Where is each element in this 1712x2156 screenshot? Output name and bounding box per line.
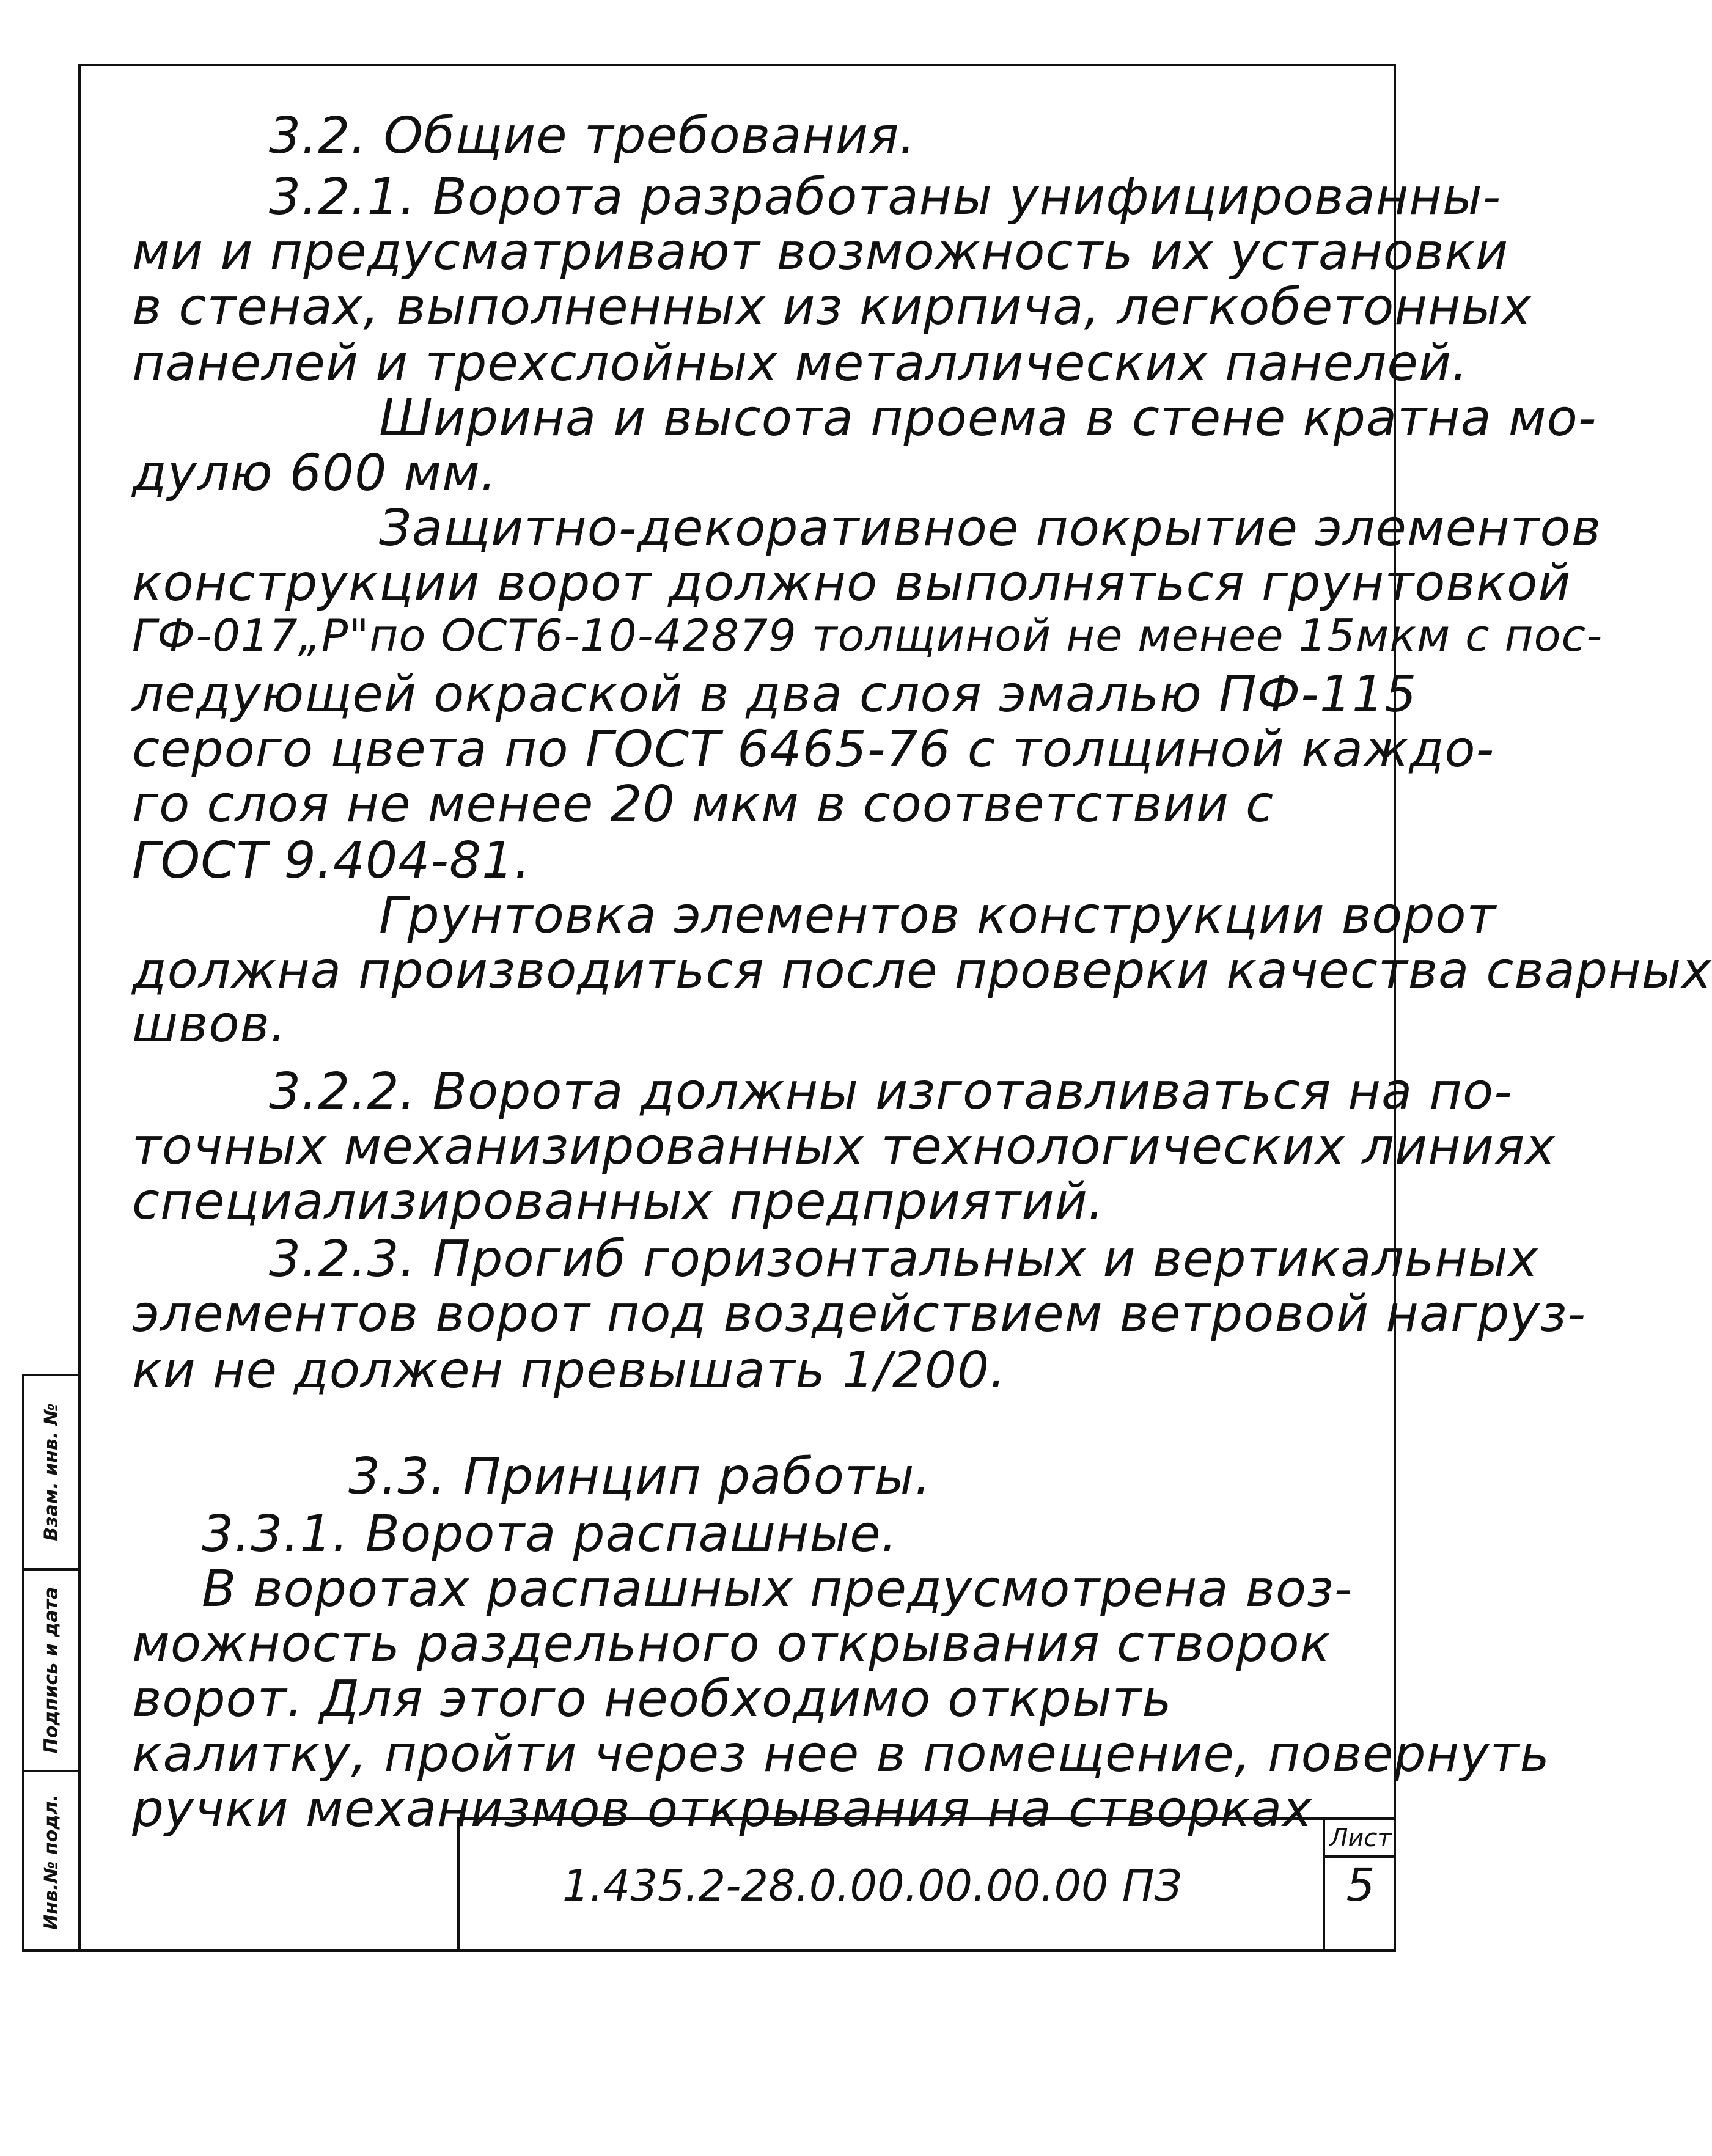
text-line: ручки механизмов открывания на створках bbox=[132, 1780, 1313, 1838]
text-line: должна производиться после проверки качества сварных bbox=[132, 942, 1712, 1000]
replacement-inventory-cell bbox=[24, 1376, 78, 1571]
left-margin-stamp bbox=[22, 1374, 78, 1952]
text-line: 3.3.1. Ворота распашные. bbox=[202, 1505, 898, 1563]
text-line: ворот. Для этого необходимо открыть bbox=[132, 1670, 1172, 1728]
signature-date-cell bbox=[24, 1571, 78, 1772]
title-block bbox=[457, 1817, 1396, 1952]
text-line: Ширина и высота проема в стене кратна мо- bbox=[379, 389, 1597, 447]
text-line: конструкции ворот должно выполняться грунтовкой bbox=[132, 554, 1571, 612]
text-line: элементов ворот под воздействием ветровой нагруз- bbox=[132, 1285, 1586, 1343]
text-line: ми и предусматривают возможность их установки bbox=[132, 223, 1509, 281]
sidebar-label: Подпись и дата bbox=[40, 1586, 62, 1754]
text-line: ГОСТ 9.404-81. bbox=[132, 832, 531, 890]
text-line: 3.2.3. Прогиб горизонтальных и вертикальных bbox=[269, 1230, 1538, 1288]
text-line: ледующей окраской в два слоя эмалью ПФ-115 bbox=[132, 666, 1417, 724]
text-line: Грунтовка элементов конструкции ворот bbox=[379, 887, 1497, 945]
text-line: можность раздельного открывания створок bbox=[132, 1615, 1331, 1673]
text-line: специализированных предприятий. bbox=[132, 1173, 1104, 1231]
heading-3-2: 3.2. Общие требования. bbox=[269, 107, 916, 165]
text-line: в стенах, выполненных из кирпича, легкобетонных bbox=[132, 278, 1532, 336]
text-line: панелей и трехслойных металлических панелей. bbox=[132, 334, 1469, 392]
original-inventory-cell bbox=[24, 1772, 78, 1952]
text-line: ГФ-017„Р"по ОСТ6-10-42879 толщиной не менее 15мкм с пос- bbox=[132, 610, 1603, 661]
sheet-box bbox=[1323, 1820, 1396, 1952]
text-line: швов. bbox=[132, 996, 287, 1054]
text-line: серого цвета по ГОСТ 6465-76 с толщиной каждо- bbox=[132, 721, 1495, 779]
sidebar-label: Взам. инв. № bbox=[40, 1403, 62, 1541]
text-line: ки не должен превышать 1/200. bbox=[132, 1341, 1007, 1399]
text-line: 3.2.1. Ворота разработаны унифицированны- bbox=[269, 168, 1502, 226]
text-line: 3.2.2. Ворота должны изготавливаться на по- bbox=[269, 1063, 1513, 1121]
text-line: точных механизированных технологических линиях bbox=[132, 1118, 1556, 1176]
document-code: 1.435.2-28.0.00.00.00.00 ПЗ bbox=[562, 1861, 1182, 1911]
sheet-number: 5 bbox=[1346, 1859, 1375, 1912]
heading-3-3: 3.3. Принцип работы. bbox=[348, 1448, 931, 1506]
text-line: В воротах распашных предусмотрена воз- bbox=[202, 1560, 1353, 1618]
text-line: Защитно-декоративное покрытие элементов bbox=[379, 499, 1602, 557]
sidebar-label: Инв.№ подл. bbox=[40, 1794, 62, 1930]
text-line: го слоя не менее 20 мкм в соответствии с bbox=[132, 776, 1274, 834]
text-line: дулю 600 мм. bbox=[132, 444, 498, 502]
sheet-label: Лист bbox=[1325, 1820, 1396, 1858]
text-line: калитку, пройти через нее в помещение, повернуть bbox=[132, 1725, 1550, 1783]
